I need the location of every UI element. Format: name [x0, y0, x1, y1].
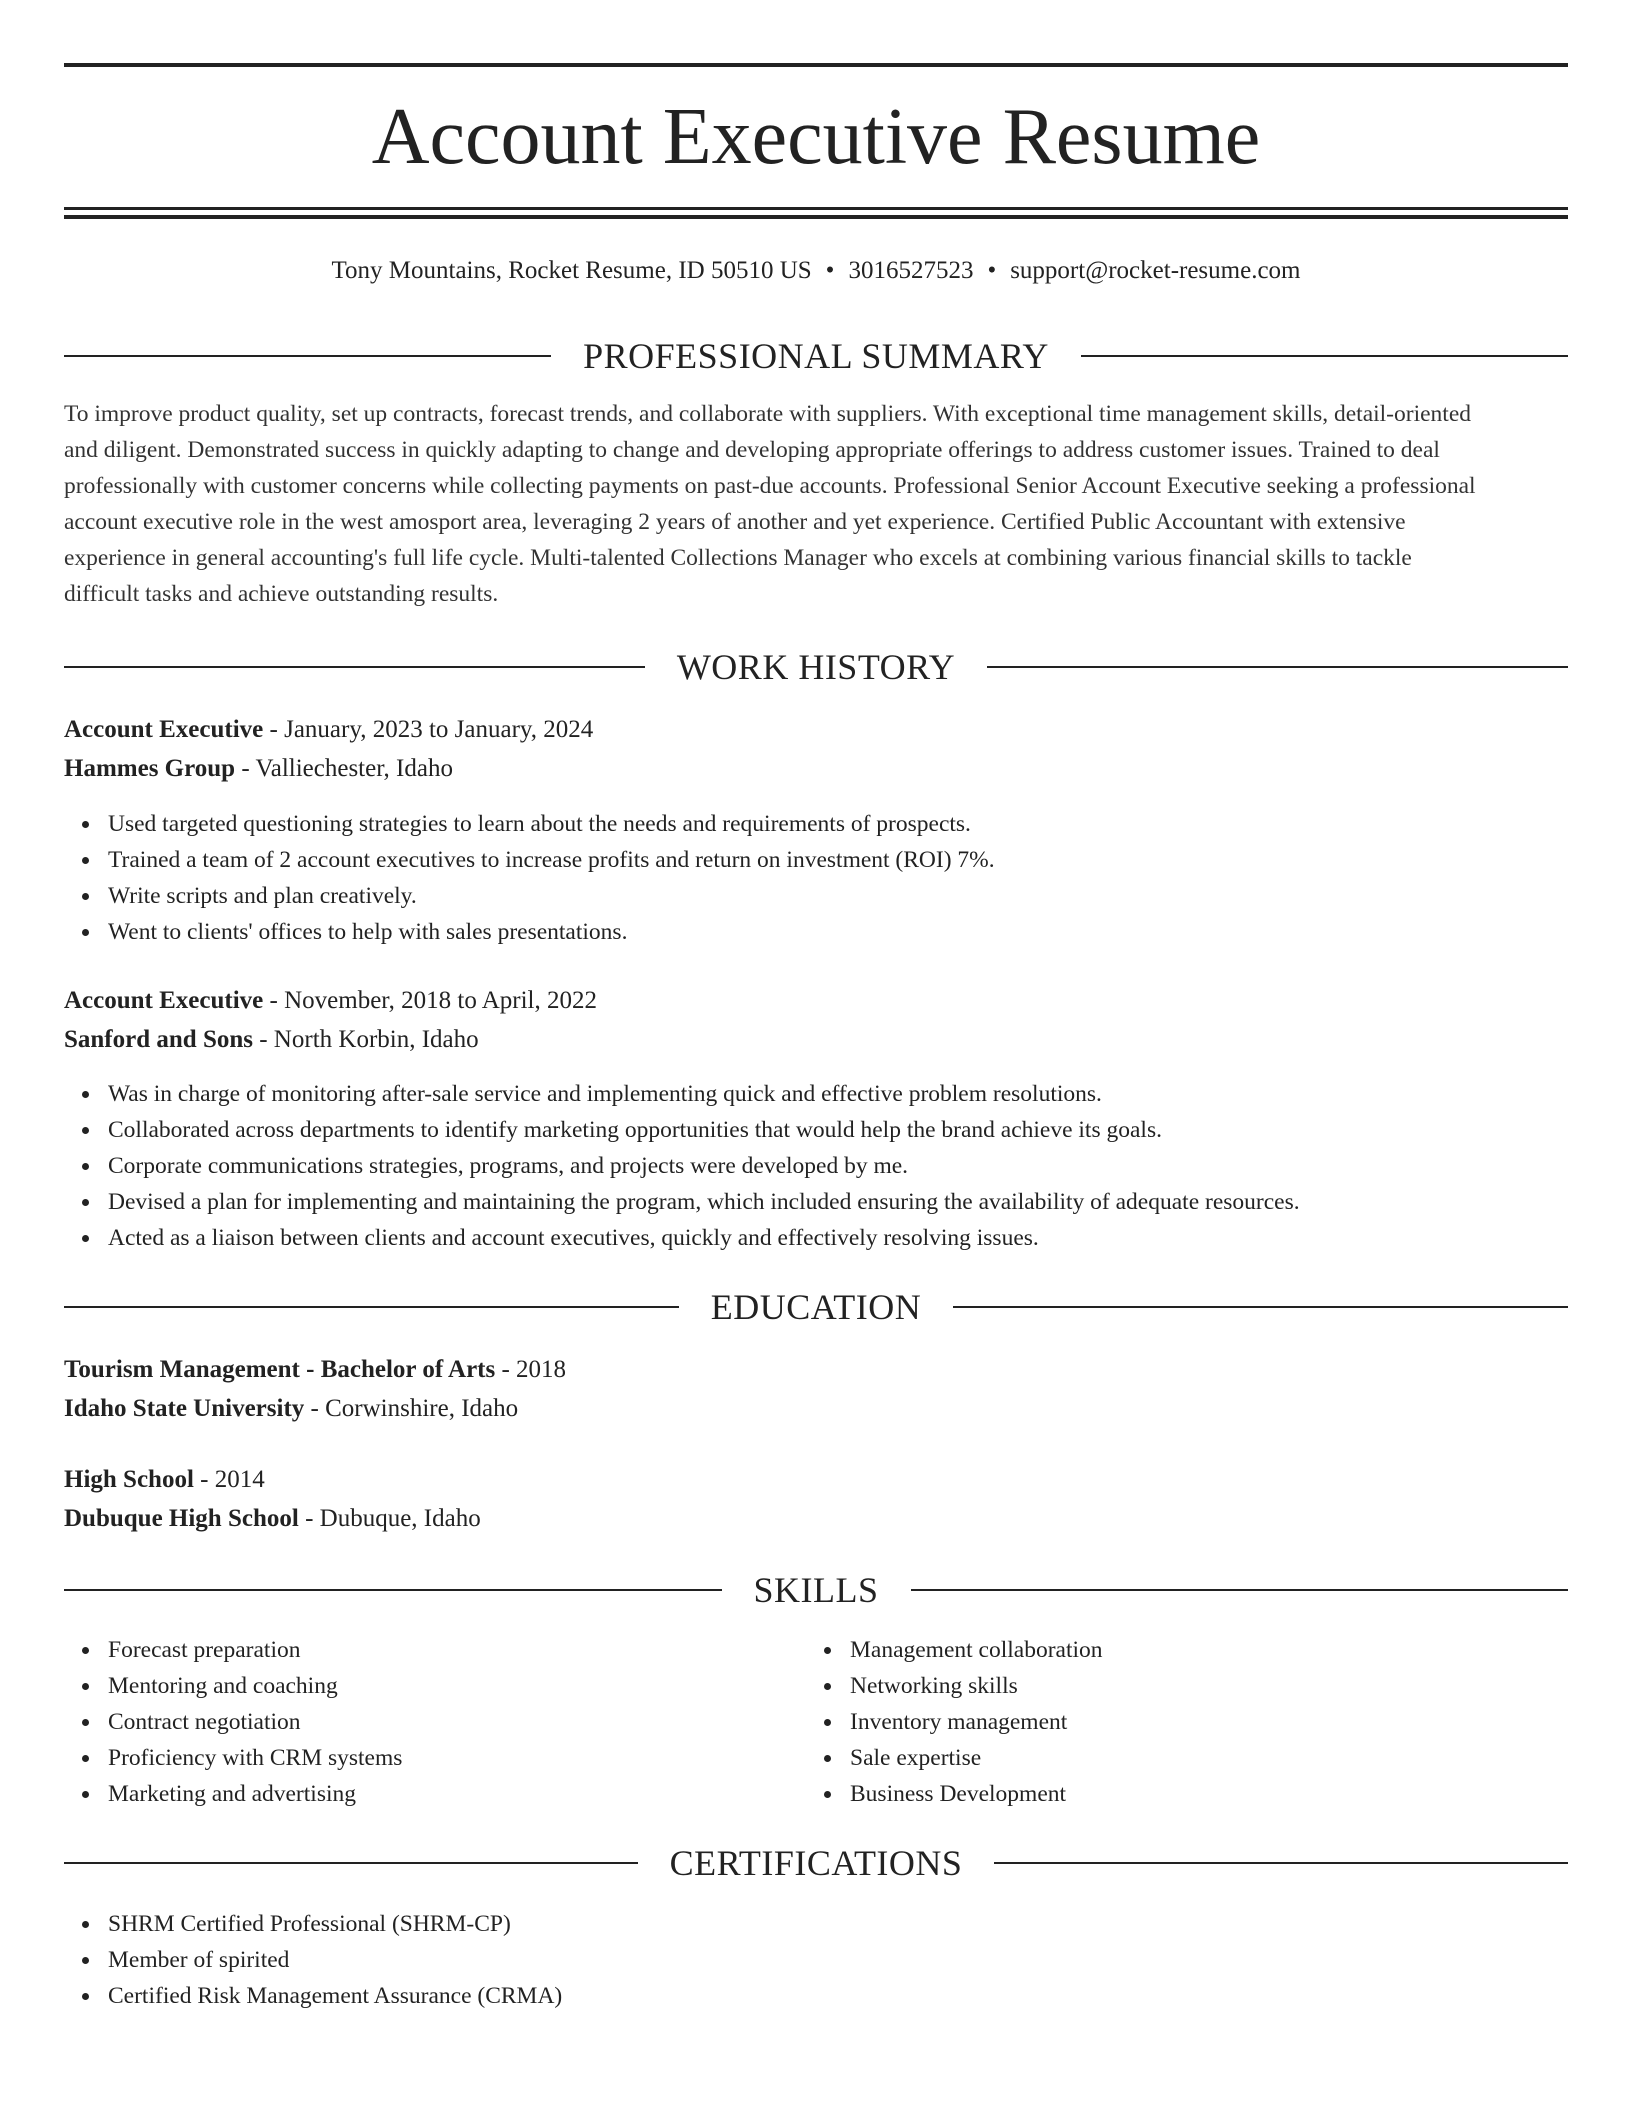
heading-rule: [994, 1862, 1568, 1864]
education-school: Dubuque High School: [64, 1505, 299, 1532]
education-degree: High School: [64, 1466, 194, 1493]
job-title: Account Executive: [64, 987, 264, 1014]
skill-item: Marketing and advertising: [64, 1776, 402, 1812]
summary-paragraph: [64, 396, 1568, 612]
education-degree-line: [64, 1464, 265, 1496]
contact-email: support@rocket-resume.com: [1010, 257, 1301, 284]
education-school: Idaho State University: [64, 1395, 305, 1422]
section-heading-work-history: [64, 647, 1568, 687]
education-school-line: [64, 1393, 518, 1425]
job-bullets: [64, 1076, 1300, 1256]
job-bullet: Went to clients' offices to help with sales presentations.: [64, 914, 995, 950]
education-year: - 2018: [495, 1356, 567, 1383]
job-company-line: [64, 753, 453, 785]
job-company-line: [64, 1024, 479, 1056]
education-degree: Tourism Management - Bachelor of Arts: [64, 1356, 496, 1383]
skill-item: Proficiency with CRM systems: [64, 1740, 402, 1776]
education-year: - 2014: [193, 1466, 265, 1493]
contact-separator: •: [987, 257, 997, 284]
contact-address: Tony Mountains, Rocket Resume, ID 50510 US: [331, 257, 812, 284]
contact-phone: 3016527523: [848, 257, 974, 284]
summary-line: account executive role in the west amosport area, leveraging 2 years of another and yet experience. Certified Public Accountant with extensive: [64, 509, 1406, 535]
education-school-line: [64, 1503, 481, 1535]
section-heading-education: [64, 1287, 1568, 1327]
skill-item: Business Development: [806, 1776, 1103, 1812]
heading-rule: [64, 1862, 638, 1864]
skill-item: Contract negotiation: [64, 1704, 402, 1740]
section-title: EDUCATION: [710, 1287, 922, 1327]
heading-rule: [64, 1306, 679, 1308]
education-degree-line: [64, 1354, 566, 1386]
job-bullet: Was in charge of monitoring after-sale service and implementing quick and effective problem resolutions.: [64, 1076, 1300, 1112]
section-title: SKILLS: [753, 1570, 879, 1610]
certification-item: Certified Risk Management Assurance (CRMA): [64, 1978, 562, 2014]
job-title-line: [64, 714, 593, 746]
job-bullet: Trained a team of 2 account executives to increase profits and return on investment (ROI) 7%.: [64, 842, 995, 878]
job-title: Account Executive: [64, 716, 264, 743]
heading-rule: [64, 355, 551, 357]
education-location: - Corwinshire, Idaho: [304, 1395, 519, 1422]
heading-rule: [953, 1306, 1568, 1308]
section-heading-certifications: [64, 1843, 1568, 1883]
section-heading-summary: [64, 336, 1568, 376]
job-bullet: Devised a plan for implementing and maintaining the program, which included ensuring the availability of adequate resources.: [64, 1184, 1300, 1220]
summary-line: To improve product quality, set up contracts, forecast trends, and collaborate with suppliers. With exceptional time management skills, detail-oriented: [64, 401, 1472, 427]
heading-rule: [64, 666, 645, 668]
skills-list-right: [806, 1632, 1103, 1812]
summary-line: professionally with customer concerns while collecting payments on past-due accounts. Professional Senior Account Executive seeking a professional: [64, 473, 1476, 499]
skill-item: Management collaboration: [806, 1632, 1103, 1668]
top-rule: [64, 63, 1568, 67]
heading-rule: [1081, 355, 1568, 357]
job-title-line: [64, 985, 597, 1017]
job-location: - Valliechester, Idaho: [235, 755, 453, 782]
heading-rule: [987, 666, 1568, 668]
education-location: - Dubuque, Idaho: [298, 1505, 481, 1532]
title-double-rule-lower: [64, 215, 1568, 219]
job-company: Sanford and Sons: [64, 1026, 253, 1053]
heading-rule: [911, 1589, 1569, 1591]
job-bullet: Write scripts and plan creatively.: [64, 878, 995, 914]
job-bullet: Used targeted questioning strategies to learn about the needs and requirements of prospects.: [64, 806, 995, 842]
skill-item: Networking skills: [806, 1668, 1103, 1704]
job-location: - North Korbin, Idaho: [252, 1026, 479, 1053]
job-dates: - November, 2018 to April, 2022: [263, 987, 597, 1014]
section-title: CERTIFICATIONS: [669, 1843, 963, 1883]
skill-item: Mentoring and coaching: [64, 1668, 402, 1704]
skills-list-left: [64, 1632, 402, 1812]
contact-separator: •: [825, 257, 835, 284]
skill-item: Forecast preparation: [64, 1632, 402, 1668]
skill-item: Sale expertise: [806, 1740, 1103, 1776]
section-heading-skills: [64, 1570, 1568, 1610]
certifications-list: [64, 1906, 562, 2014]
summary-line: difficult tasks and achieve outstanding results.: [64, 581, 499, 607]
page-title: Account Executive Resume: [371, 93, 1261, 181]
job-bullet: Acted as a liaison between clients and account executives, quickly and effectively resolving issues.: [64, 1220, 1300, 1256]
summary-line: and diligent. Demonstrated success in quickly adapting to change and developing appropriate offerings to address customer issues. Trained to deal: [64, 437, 1440, 463]
contact-line: [64, 255, 1568, 287]
section-title: WORK HISTORY: [676, 647, 956, 687]
job-bullets: [64, 806, 995, 950]
certification-item: Member of spirited: [64, 1942, 562, 1978]
job-dates: - January, 2023 to January, 2024: [263, 716, 594, 743]
job-company: Hammes Group: [64, 755, 236, 782]
certification-item: SHRM Certified Professional (SHRM-CP): [64, 1906, 562, 1942]
title-double-rule-upper: [64, 207, 1568, 210]
skill-item: Inventory management: [806, 1704, 1103, 1740]
section-title: PROFESSIONAL SUMMARY: [583, 336, 1049, 376]
heading-rule: [64, 1589, 722, 1591]
job-bullet: Corporate communications strategies, programs, and projects were developed by me.: [64, 1148, 1300, 1184]
summary-line: experience in general accounting's full life cycle. Multi-talented Collections Manager who excels at combining various financial skills to tackle: [64, 545, 1412, 571]
job-bullet: Collaborated across departments to identify marketing opportunities that would help the brand achieve its goals.: [64, 1112, 1300, 1148]
